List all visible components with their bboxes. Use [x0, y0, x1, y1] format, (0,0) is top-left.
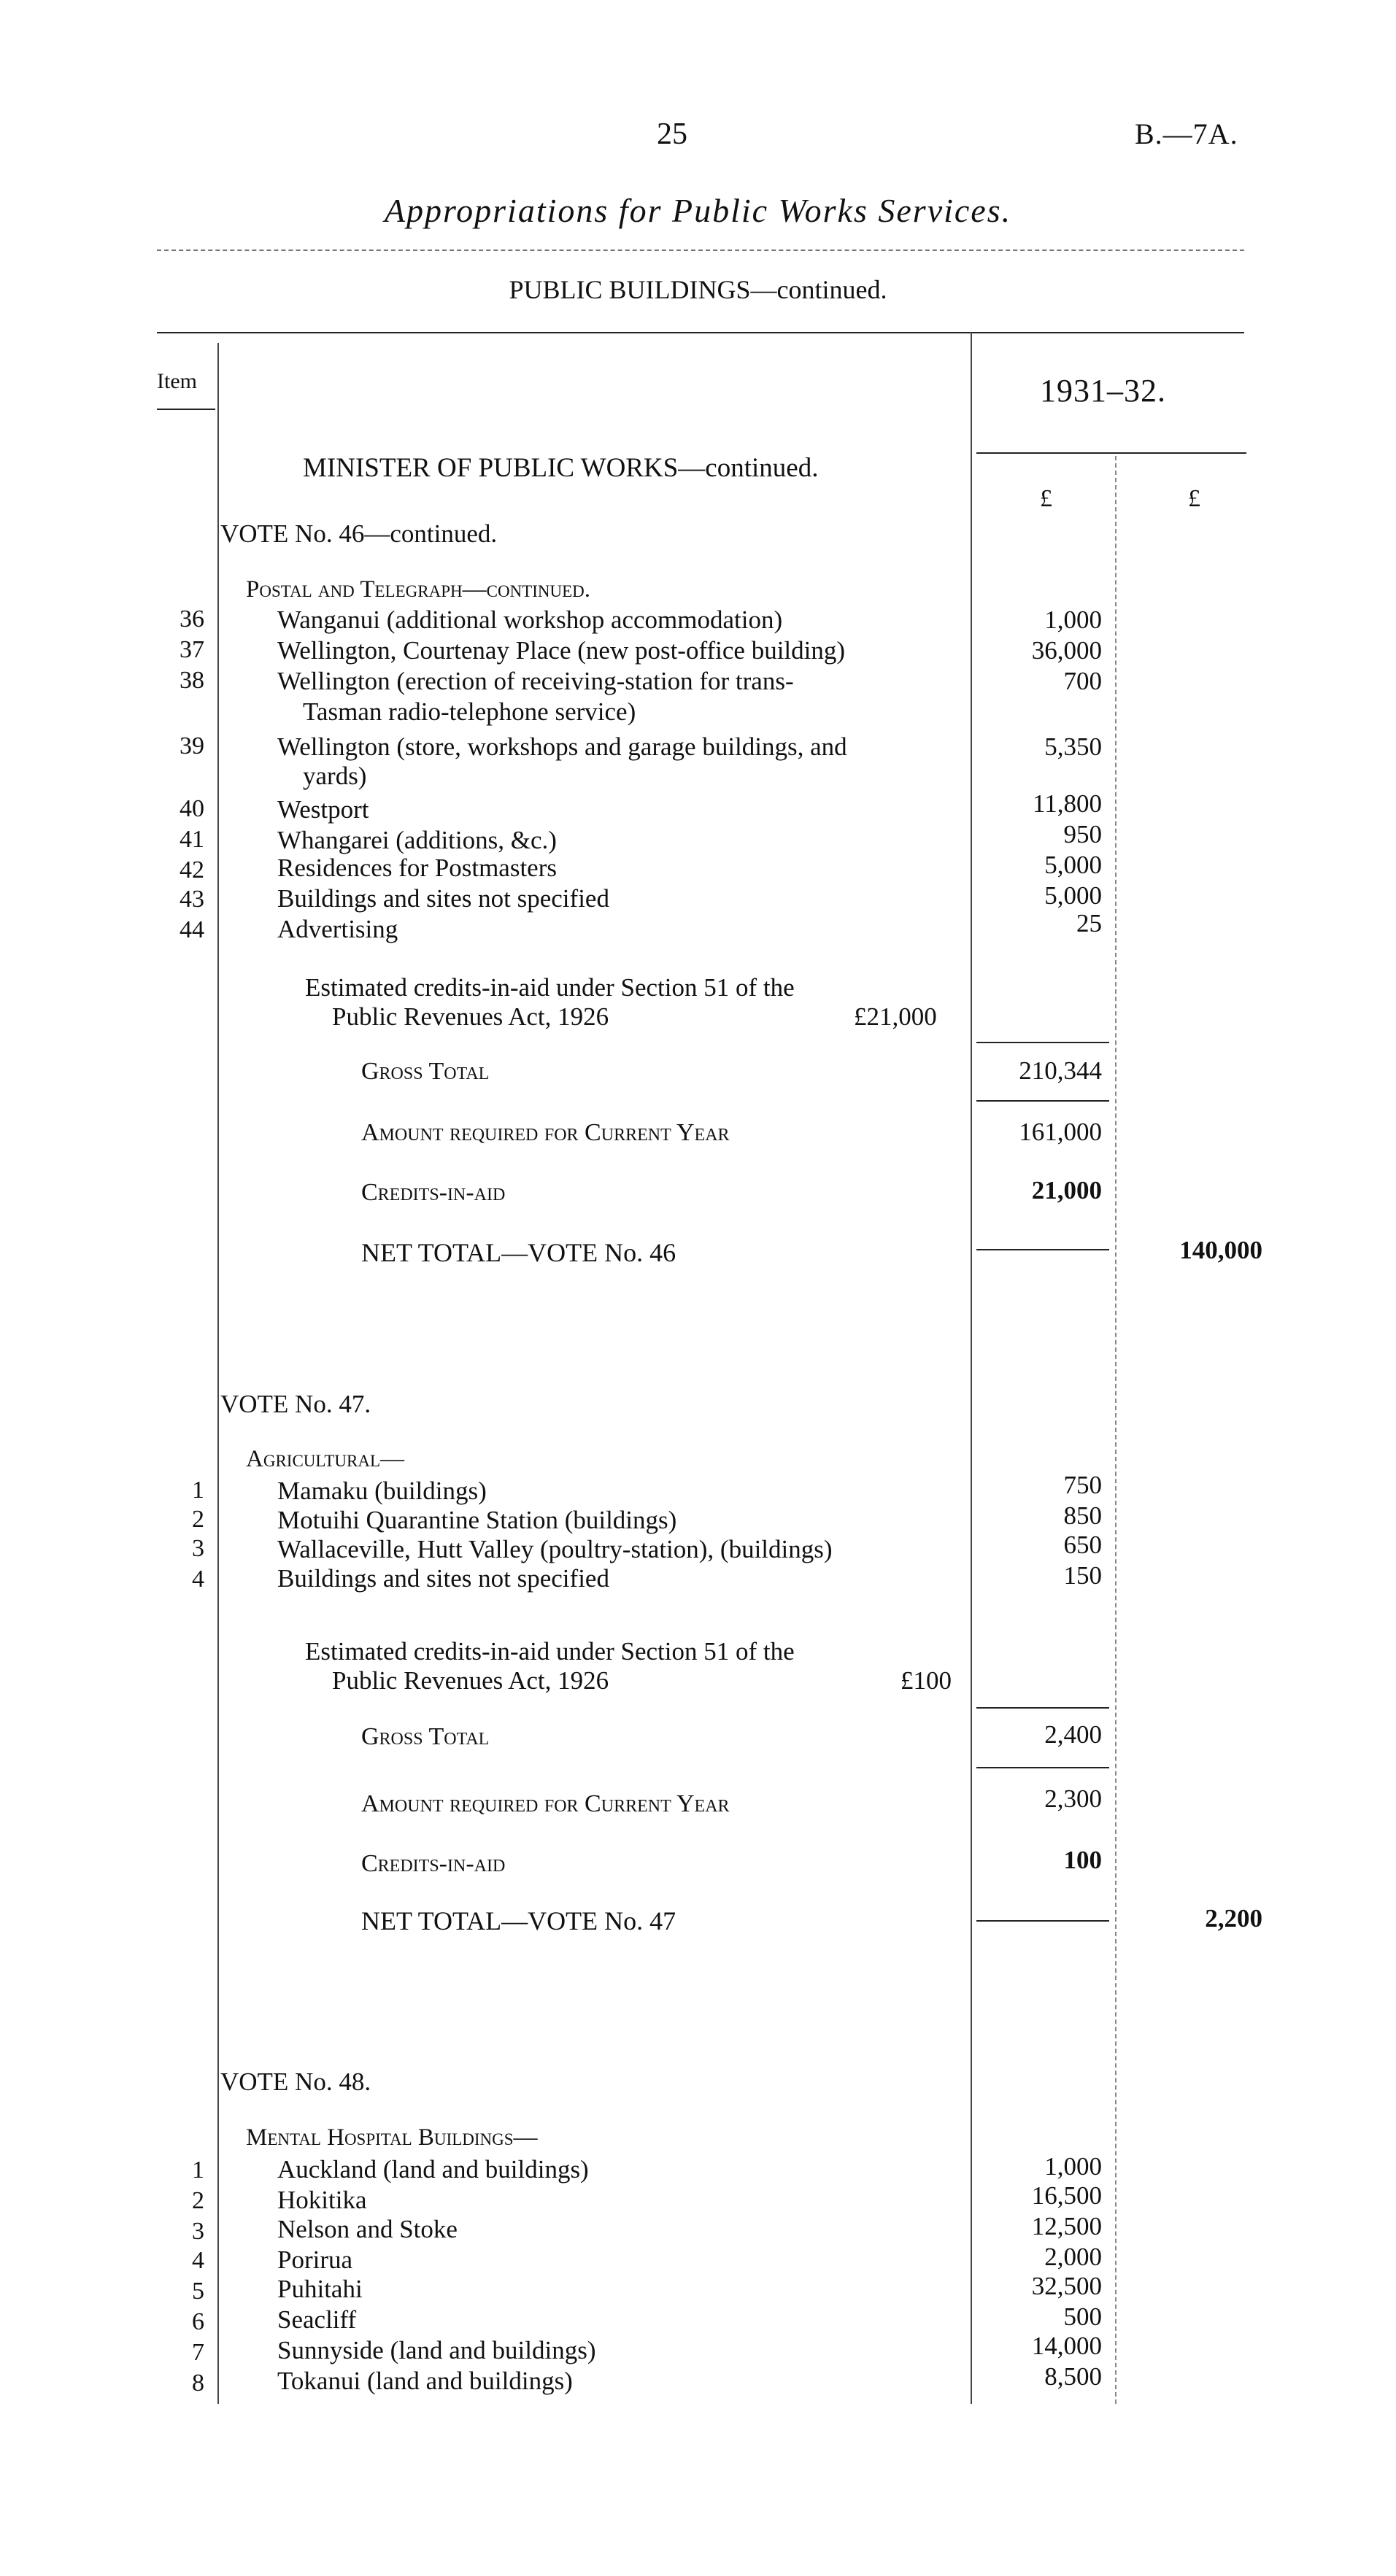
year-header: 1931–32. [1040, 373, 1166, 409]
vote-47-credits-note-amount: £100 [901, 1666, 952, 1695]
item-amount: 750 [1063, 1471, 1102, 1499]
item-amount: 8,500 [1044, 2362, 1102, 2391]
item-description: Nelson and Stoke [277, 2215, 458, 2243]
gross-total-rule-bottom [976, 1767, 1109, 1768]
item-number: 44 [180, 916, 204, 943]
page-title: Appropriations for Public Works Services. [384, 192, 1012, 229]
item-amount: 950 [1063, 820, 1102, 848]
item-amount: 5,000 [1044, 881, 1102, 910]
item-amount: 150 [1063, 1561, 1102, 1590]
item-amount: 36,000 [1031, 636, 1102, 665]
item-amount: 2,000 [1044, 2243, 1102, 2271]
item-description: Porirua [277, 2246, 353, 2274]
vote-46-gross-total-label: Gross Total [361, 1058, 490, 1085]
item-amount: 14,000 [1031, 2332, 1102, 2360]
item-column-divider [217, 343, 219, 2404]
item-number: 8 [192, 2370, 204, 2397]
item-description: Puhitahi [277, 2275, 363, 2303]
item-number: 40 [180, 795, 204, 822]
gross-total-rule-bottom [976, 1100, 1109, 1102]
item-number: 36 [180, 606, 204, 633]
vote-46-credits: 21,000 [1031, 1176, 1102, 1204]
item-amount: 500 [1063, 2302, 1102, 2331]
vote-46-credits-note-act: Public Revenues Act, 1926 [332, 1002, 609, 1031]
vote-46-amount-required: 161,000 [1019, 1118, 1102, 1146]
item-description: Seacliff [277, 2305, 357, 2334]
item-number: 38 [180, 667, 204, 694]
net-total-rule [976, 1920, 1109, 1922]
item-description: Wallaceville, Hutt Valley (poultry-station), (buildings) [277, 1535, 833, 1563]
page-number: 25 [657, 117, 687, 151]
table-top-rule [157, 332, 1244, 333]
total-column-divider [1115, 456, 1117, 2404]
vote-46-category: Postal and Telegraph—continued. [246, 576, 591, 603]
currency-header-amounts: £ [1040, 485, 1052, 512]
item-description: Motuihi Quarantine Station (buildings) [277, 1506, 677, 1534]
item-number: 42 [180, 856, 204, 883]
item-description: Wellington, Courtenay Place (new post-office building) [277, 636, 846, 665]
net-total-rule [976, 1249, 1109, 1250]
currency-header-totals: £ [1188, 485, 1200, 512]
vote-46-heading: VOTE No. 46—continued. [220, 519, 498, 548]
item-description: Buildings and sites not specified [277, 1564, 609, 1593]
minister-heading: MINISTER OF PUBLIC WORKS—continued. [303, 453, 819, 483]
item-amount: 16,500 [1031, 2181, 1102, 2210]
section-subtitle: PUBLIC BUILDINGS—continued. [509, 275, 887, 304]
item-description: Wanganui (additional workshop accommodation) [277, 606, 783, 634]
vote-48-category: Mental Hospital Buildings— [246, 2124, 538, 2151]
item-amount: 12,500 [1031, 2212, 1102, 2240]
item-number: 5 [192, 2278, 204, 2305]
item-description: Wellington (erection of receiving-station for trans- [277, 667, 794, 695]
item-amount: 5,350 [1044, 732, 1102, 761]
vote-46-net-total-label: NET TOTAL—VOTE No. 46 [361, 1238, 676, 1267]
item-number: 4 [192, 2247, 204, 2274]
item-description: Mamaku (buildings) [277, 1477, 487, 1505]
vote-46-credits-note: Estimated credits-in-aid under Section 51 of the [305, 973, 795, 1002]
title-rule [157, 250, 1244, 251]
item-amount: 32,500 [1031, 2272, 1102, 2300]
vote-47-net-total: 2,200 [1205, 1904, 1262, 1933]
vote-47-gross-total: 2,400 [1044, 1720, 1102, 1749]
item-description: Tokanui (land and buildings) [277, 2367, 573, 2395]
item-number: 43 [180, 886, 204, 913]
vote-47-credits-note: Estimated credits-in-aid under Section 51 of the [305, 1637, 795, 1666]
item-number: 1 [192, 2157, 204, 2184]
item-description: Whangarei (additions, &c.) [277, 826, 557, 854]
vote-48-heading: VOTE No. 48. [220, 2068, 371, 2096]
amount-column-divider [971, 332, 972, 2404]
vote-46-amount-required-label: Amount required for Current Year [361, 1119, 730, 1146]
item-number: 41 [180, 826, 204, 853]
vote-47-heading: VOTE No. 47. [220, 1390, 371, 1418]
item-number: 1 [192, 1477, 204, 1504]
item-amount: 700 [1063, 667, 1102, 695]
item-column-header: Item [157, 369, 197, 393]
item-description: Hokitika [277, 2186, 367, 2214]
vote-46-net-total: 140,000 [1179, 1236, 1262, 1264]
item-description: Buildings and sites not specified [277, 884, 609, 913]
item-amount: 5,000 [1044, 851, 1102, 879]
item-description: Advertising [277, 915, 398, 943]
vote-47-category: Agricultural— [246, 1446, 404, 1472]
item-amount: 650 [1063, 1531, 1102, 1559]
vote-46-gross-total: 210,344 [1019, 1056, 1102, 1085]
document-reference: B.—7A. [1135, 117, 1238, 150]
item-number: 7 [192, 2339, 204, 2366]
item-number: 37 [180, 636, 204, 663]
item-description-continued: Tasman radio-telephone service) [303, 697, 636, 726]
item-number: 4 [192, 1566, 204, 1593]
vote-46-credits-label: Credits-in-aid [361, 1179, 506, 1206]
item-number: 39 [180, 732, 204, 759]
vote-47-credits-note-act: Public Revenues Act, 1926 [332, 1666, 609, 1695]
item-number: 2 [192, 1506, 204, 1533]
vote-47-net-total-label: NET TOTAL—VOTE No. 47 [361, 1906, 676, 1935]
item-description-continued: yards) [303, 762, 367, 790]
item-header-underline [157, 409, 215, 410]
item-amount: 1,000 [1044, 606, 1102, 634]
item-description: Westport [277, 795, 369, 824]
item-amount: 1,000 [1044, 2152, 1102, 2181]
item-number: 3 [192, 2218, 204, 2245]
vote-47-credits: 100 [1063, 1846, 1102, 1874]
item-amount: 25 [1076, 909, 1102, 937]
vote-47-credits-label: Credits-in-aid [361, 1850, 506, 1877]
item-number: 6 [192, 2308, 204, 2335]
vote-47-amount-required: 2,300 [1044, 1784, 1102, 1813]
item-amount: 11,800 [1033, 789, 1102, 818]
item-number: 3 [192, 1535, 204, 1562]
vote-47-amount-required-label: Amount required for Current Year [361, 1790, 730, 1817]
gross-total-rule-top [976, 1042, 1109, 1043]
item-description: Sunnyside (land and buildings) [277, 2336, 596, 2364]
year-header-underline [976, 452, 1246, 454]
item-description: Auckland (land and buildings) [277, 2155, 589, 2184]
gross-total-rule-top [976, 1707, 1109, 1709]
vote-47-gross-total-label: Gross Total [361, 1723, 490, 1750]
item-description: Residences for Postmasters [277, 854, 557, 882]
item-amount: 850 [1063, 1501, 1102, 1530]
vote-46-credits-note-amount: £21,000 [854, 1002, 937, 1031]
item-description: Wellington (store, workshops and garage buildings, and [277, 732, 847, 761]
item-number: 2 [192, 2187, 204, 2214]
